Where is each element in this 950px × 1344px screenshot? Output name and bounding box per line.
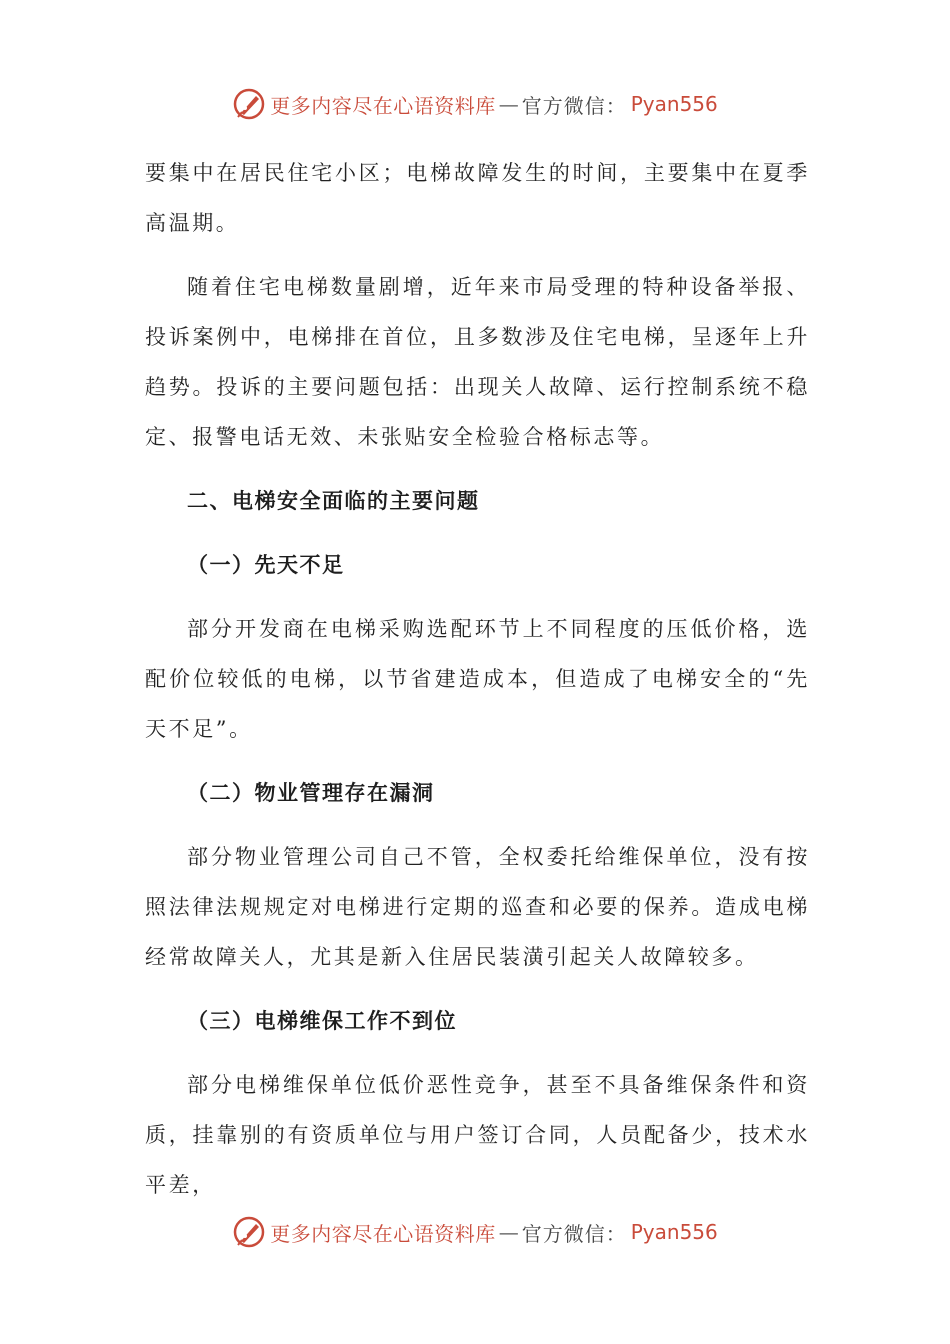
document-body xyxy=(145,148,810,1210)
quill-logo-icon xyxy=(232,1215,266,1249)
subheading-3: （三）电梯维保工作不到位 xyxy=(187,1009,457,1033)
subheading-2: （二）物业管理存在漏洞 xyxy=(187,781,435,805)
banner-brand: 更多内容尽在心语资料库 xyxy=(270,93,496,118)
banner-brand: 更多内容尽在心语资料库 xyxy=(270,1221,496,1246)
header-banner xyxy=(0,84,950,124)
paragraph-5: 部分电梯维保单位低价恶性竞争，甚至不具备维保条件和资质，挂靠别的有资质单位与用户签订合同，人员配备少，技术水平差， xyxy=(145,1073,810,1197)
paragraph-1: 要集中在居民住宅小区；电梯故障发生的时间，主要集中在夏季高温期。 xyxy=(145,161,810,235)
banner-wechat-label: 官方微信： xyxy=(521,93,627,118)
section-heading: 二、电梯安全面临的主要问题 xyxy=(187,489,480,513)
banner-wechat-label: 官方微信： xyxy=(521,1221,627,1246)
banner-separator: — xyxy=(498,1220,519,1244)
paragraph-2: 随着住宅电梯数量剧增，近年来市局受理的特种设备举报、投诉案例中，电梯排在首位，且多数涉及住宅电梯，呈逐年上升趋势。投诉的主要问题包括：出现关人故障、运行控制系统不稳定、报警电话无效、未张贴安全检验合格标志等。 xyxy=(145,275,810,449)
subheading-1: （一）先天不足 xyxy=(187,553,345,577)
paragraph-4: 部分物业管理公司自己不管，全权委托给维保单位，没有按照法律法规规定对电梯进行定期的巡查和必要的保养。造成电梯经常故障关人，尤其是新入住居民装潢引起关人故障较多。 xyxy=(145,845,810,969)
paragraph-3: 部分开发商在电梯采购选配环节上不同程度的压低价格，选配价位较低的电梯，以节省建造成本，但造成了电梯安全的“先天不足”。 xyxy=(145,617,810,741)
banner-separator: — xyxy=(498,92,519,116)
banner-wechat-id: Pyan556 xyxy=(630,1220,718,1244)
banner-wechat-id: Pyan556 xyxy=(630,92,718,116)
quill-logo-icon xyxy=(232,87,266,121)
footer-banner xyxy=(0,1212,950,1252)
